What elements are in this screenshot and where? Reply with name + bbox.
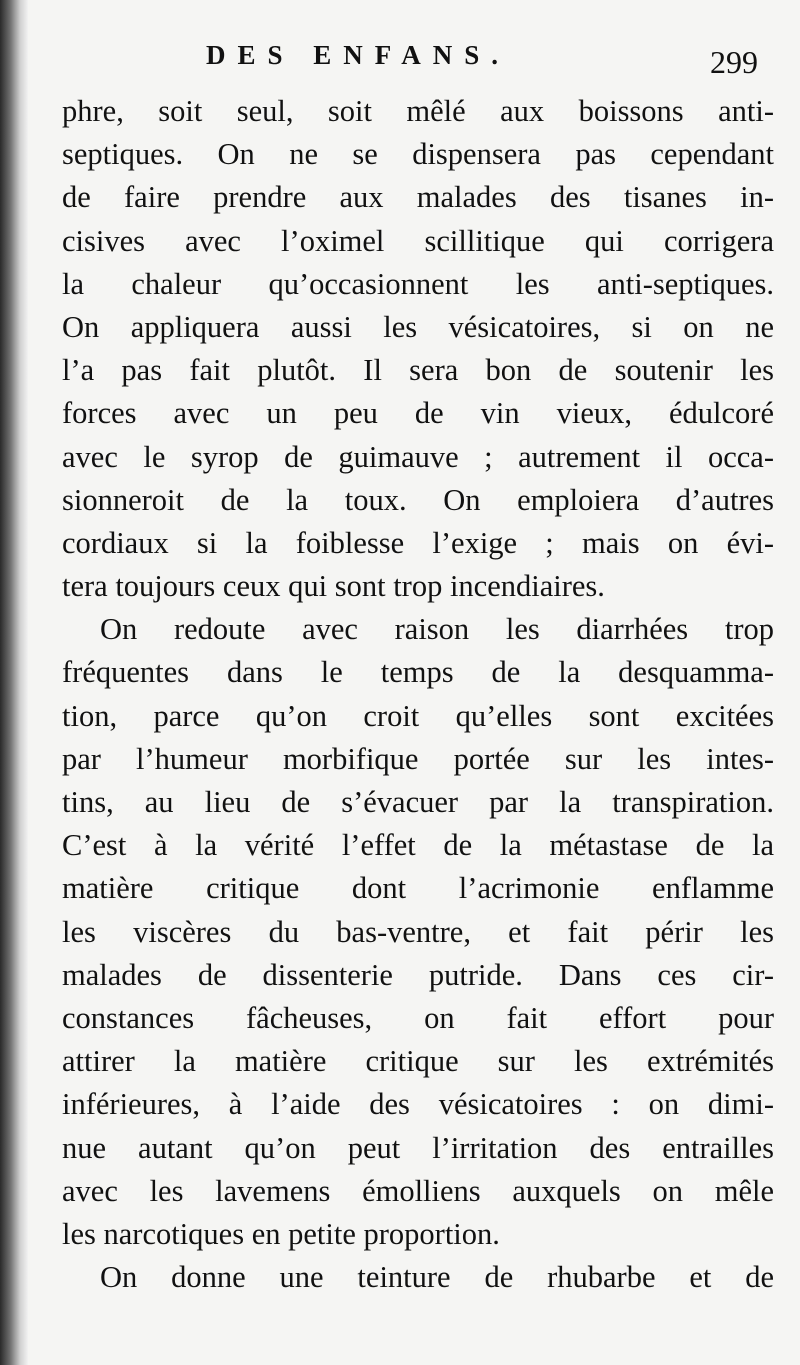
text-line: par l’humeur morbifique portée sur les intes- (62, 741, 774, 776)
text-line: matière critique dont l’acrimonie enflamme (62, 871, 774, 906)
text-line: attirer la matière critique sur les extrémités (62, 1044, 774, 1079)
paragraph (62, 608, 774, 1256)
text-line: nue autant qu’on peut l’irritation des entrailles (62, 1130, 774, 1165)
scan-shadow-edge (0, 0, 28, 1365)
paragraph (62, 90, 774, 608)
text-line: l’a pas fait plutôt. Il sera bon de soutenir les (62, 353, 774, 388)
text-line: tion, parce qu’on croit qu’elles sont excitées (62, 698, 774, 733)
text-line: tera toujours ceux qui sont trop incendiaires. (62, 569, 605, 604)
text-line: avec le syrop de guimauve ; autrement il occa- (62, 439, 774, 474)
text-line: cordiaux si la foiblesse l’exige ; mais on évi- (62, 525, 774, 560)
text-line: septiques. On ne se dispensera pas cependant (62, 137, 774, 172)
text-line: phre, soit seul, soit mêlé aux boissons anti- (62, 94, 774, 128)
text-line: inférieures, à l’aide des vésicatoires : on dimi- (62, 1087, 774, 1122)
book-page (28, 0, 800, 1365)
text-line: On redoute avec raison les diarrhées trop (100, 612, 774, 647)
text-line: de faire prendre aux malades des tisanes in- (62, 180, 774, 215)
text-line: On appliquera aussi les vésicatoires, si on ne (62, 309, 774, 344)
text-line: les narcotiques en petite proportion. (62, 1216, 500, 1251)
text-line: les viscères du bas-ventre, et fait périr les (62, 914, 774, 949)
paragraph (62, 1256, 774, 1299)
running-title: DES ENFANS. (206, 40, 511, 70)
text-line: On donne une teinture de rhubarbe et de (100, 1260, 774, 1295)
text-line: fréquentes dans le temps de la desquamma- (62, 655, 774, 690)
text-line: constances fâcheuses, on fait effort pour (62, 1000, 774, 1035)
text-line: cisives avec l’oximel scillitique qui corrigera (62, 223, 774, 258)
text-line: la chaleur qu’occasionnent les anti-septiques. (62, 266, 774, 301)
text-line: malades de dissenterie putride. Dans ces cir- (62, 957, 774, 992)
text-line: tins, au lieu de s’évacuer par la transpiration. (62, 785, 774, 819)
text-line: sionneroit de la toux. On emploiera d’autres (62, 482, 774, 517)
body-text (62, 90, 774, 1299)
text-line: C’est à la vérité l’effet de la métastase de la (62, 828, 774, 863)
text-line: forces avec un peu de vin vieux, édulcoré (62, 396, 774, 431)
text-line: avec les lavemens émolliens auxquels on mêle (62, 1173, 774, 1208)
page-number: 299 (710, 44, 758, 80)
